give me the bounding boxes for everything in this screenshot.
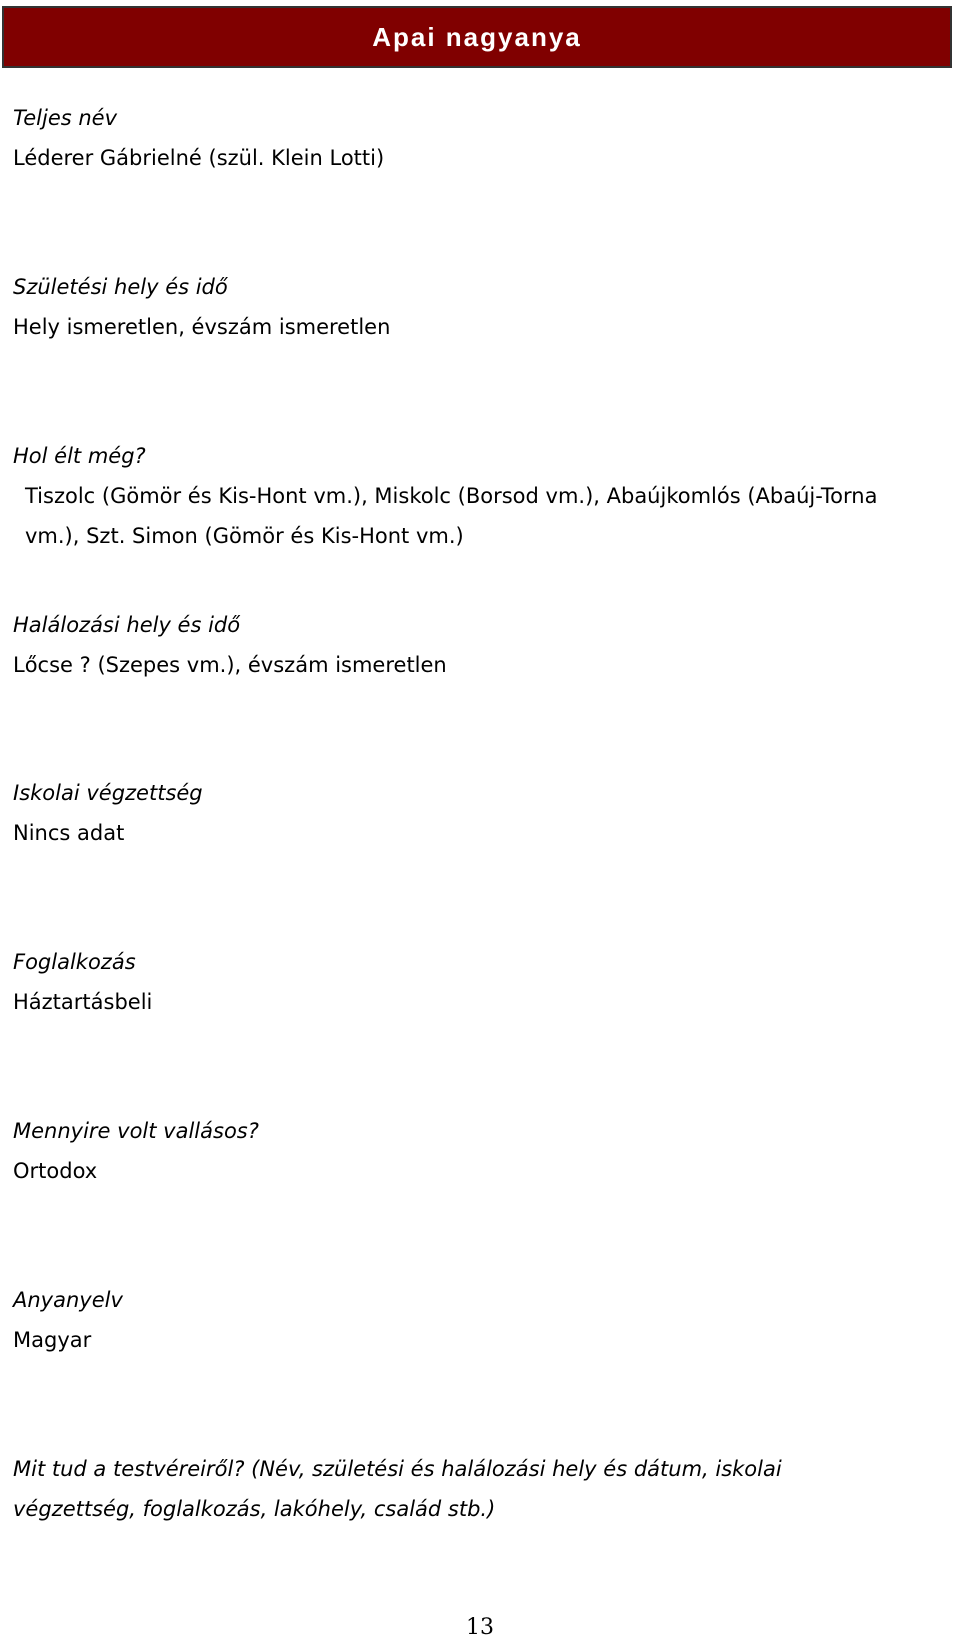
birth-value: Hely ismeretlen, évszám ismeretlen (13, 315, 391, 339)
section-title: Apai nagyanya (372, 21, 582, 52)
field-education (13, 773, 933, 853)
residences-value: Tiszolc (Gömör és Kis-Hont vm.), Miskolc (Borsod vm.), Abaújkomlós (Abaúj-Torna vm.), Szt. Simon (Gömör és Kis-Hont vm.) (25, 484, 878, 548)
occupation-value: Háztartásbeli (13, 990, 153, 1014)
field-mother-tongue (13, 1280, 933, 1360)
religion-label: Mennyire volt vallásos? (13, 1119, 259, 1143)
residences-label: Hol élt még? (13, 444, 146, 468)
full-name-value: Léderer Gábrielné (szül. Klein Lotti) (13, 146, 385, 170)
field-siblings (13, 1449, 933, 1529)
section-header (2, 6, 952, 68)
religion-value: Ortodox (13, 1159, 98, 1183)
occupation-label: Foglalkozás (13, 950, 136, 974)
field-birth (13, 267, 933, 347)
field-death (13, 605, 933, 685)
education-value: Nincs adat (13, 821, 125, 845)
field-religion (13, 1111, 933, 1191)
death-value: Lőcse ? (Szepes vm.), évszám ismeretlen (13, 653, 447, 677)
page-number: 13 (466, 1615, 494, 1640)
mother-tongue-value: Magyar (13, 1328, 92, 1352)
field-full-name (13, 98, 933, 178)
siblings-label: Mit tud a testvéreiről? (Név, születési és halálozási hely és dátum, iskolai végzettség, foglalkozás, lakóhely, család stb.) (13, 1457, 782, 1521)
mother-tongue-label: Anyanyelv (13, 1288, 123, 1312)
full-name-label: Teljes név (13, 106, 118, 130)
death-label: Halálozási hely és idő (13, 613, 241, 637)
birth-label: Születési hely és idő (13, 275, 228, 299)
education-label: Iskolai végzettség (13, 781, 203, 805)
field-residences (13, 436, 933, 556)
field-occupation (13, 942, 933, 1022)
